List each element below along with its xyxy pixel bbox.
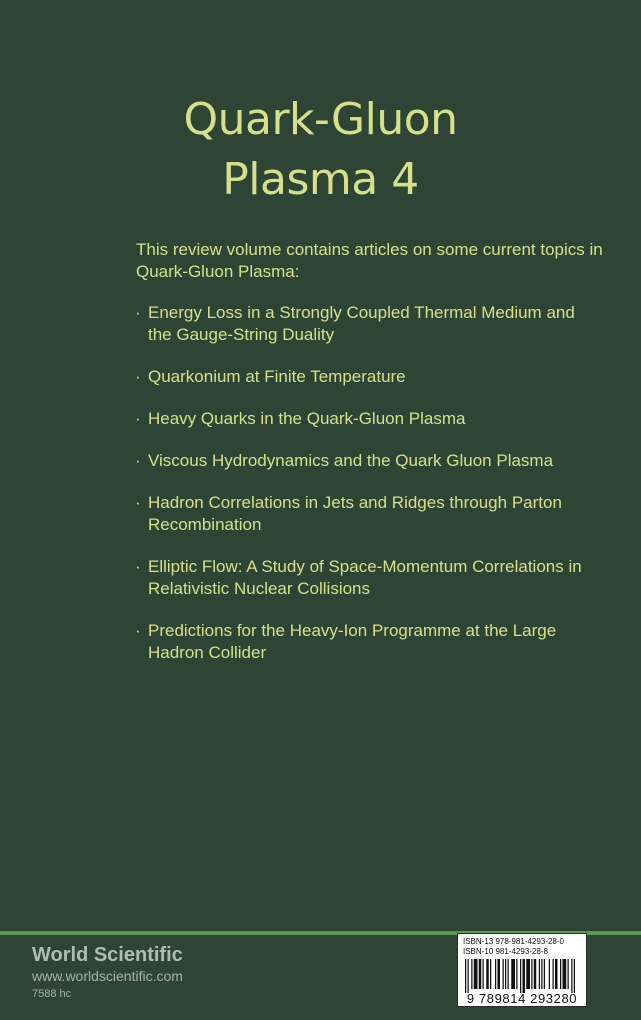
- bullet-dot: ·: [135, 493, 141, 512]
- barcode-bar: [571, 959, 572, 993]
- barcode-bar: [516, 959, 517, 989]
- bullet-dot: ·: [135, 451, 141, 470]
- intro-text: This review volume contains articles on some current topics in Quark-Gluon Plasma:: [136, 240, 603, 281]
- barcode-bar: [520, 959, 521, 993]
- bullet-dot: ·: [135, 621, 141, 640]
- barcode-bar: [495, 959, 496, 989]
- publisher-block: [32, 943, 183, 1002]
- barcode-bar: [523, 959, 526, 993]
- barcode-bar: [549, 959, 550, 989]
- barcode-bar: [479, 959, 482, 989]
- topics-list: [133, 302, 603, 684]
- topic-item: [133, 408, 603, 430]
- book-title-line-1: Quark-Gluon: [183, 94, 458, 145]
- topic-text: Energy Loss in a Strongly Coupled Thermal Medium and the Gauge-String Duality: [148, 303, 575, 344]
- barcode-bar: [471, 959, 472, 989]
- barcode-bar: [563, 959, 567, 989]
- barcode-bar: [568, 959, 569, 989]
- barcode-bar: [541, 959, 542, 989]
- publisher-name: World Scientific: [32, 944, 183, 966]
- topic-item: [133, 492, 603, 536]
- barcode-digits: 9 789814 293280: [466, 991, 578, 1006]
- barcode-bar: [465, 959, 466, 993]
- topic-text: Viscous Hydrodynamics and the Quark Gluon Plasma: [148, 451, 554, 470]
- topic-item: [133, 556, 603, 600]
- barcode-bar: [490, 959, 491, 989]
- bullet-dot: ·: [135, 409, 141, 428]
- topic-item: [133, 302, 603, 346]
- isbn-barcode: [457, 933, 587, 1007]
- barcode-bar: [534, 959, 537, 989]
- publisher-url: www.worldscientific.com: [32, 968, 183, 984]
- barcode-bar: [505, 959, 506, 989]
- bullet-dot: ·: [135, 557, 141, 576]
- isbn-10: ISBN-10 981-4293-28-8: [463, 947, 548, 956]
- barcode-bar: [503, 959, 504, 989]
- isbn-13: ISBN-13 978-981-4293-28-0: [463, 937, 564, 946]
- barcode-bar: [511, 959, 515, 989]
- barcode-bar: [526, 959, 530, 989]
- bullet-dot: ·: [135, 367, 141, 386]
- barcode-bar: [486, 959, 489, 989]
- barcode-bar: [539, 959, 540, 989]
- barcode-bar: [560, 959, 561, 989]
- barcode-bar: [574, 959, 575, 993]
- barcode-bar: [508, 959, 509, 989]
- barcode-bar: [483, 959, 484, 989]
- topic-text: Quarkonium at Finite Temperature: [148, 367, 406, 386]
- topic-text: Heavy Quarks in the Quark-Gluon Plasma: [148, 409, 466, 428]
- topic-item: [133, 366, 603, 388]
- barcode-bar: [553, 959, 554, 989]
- topic-item: [133, 620, 603, 664]
- barcode-bar: [468, 959, 469, 993]
- bullet-dot: ·: [135, 303, 141, 322]
- topic-text: Elliptic Flow: A Study of Space-Momentum Correlations in Relativistic Nuclear Collisions: [148, 557, 582, 598]
- publisher-code: 7588 hc: [32, 988, 72, 1000]
- barcode-bar: [498, 959, 501, 989]
- topic-text: Predictions for the Heavy-Ion Programme at the Large Hadron Collider: [148, 621, 557, 662]
- barcode-bar: [474, 959, 478, 989]
- topic-text: Hadron Correlations in Jets and Ridges through Parton Recombination: [148, 493, 562, 534]
- barcode-bars: [463, 959, 581, 993]
- barcode-bar: [544, 959, 545, 989]
- book-title-line-2: Plasma 4: [222, 154, 419, 205]
- barcode-bar: [555, 959, 558, 989]
- topic-item: [133, 450, 603, 472]
- barcode-bar: [531, 959, 532, 989]
